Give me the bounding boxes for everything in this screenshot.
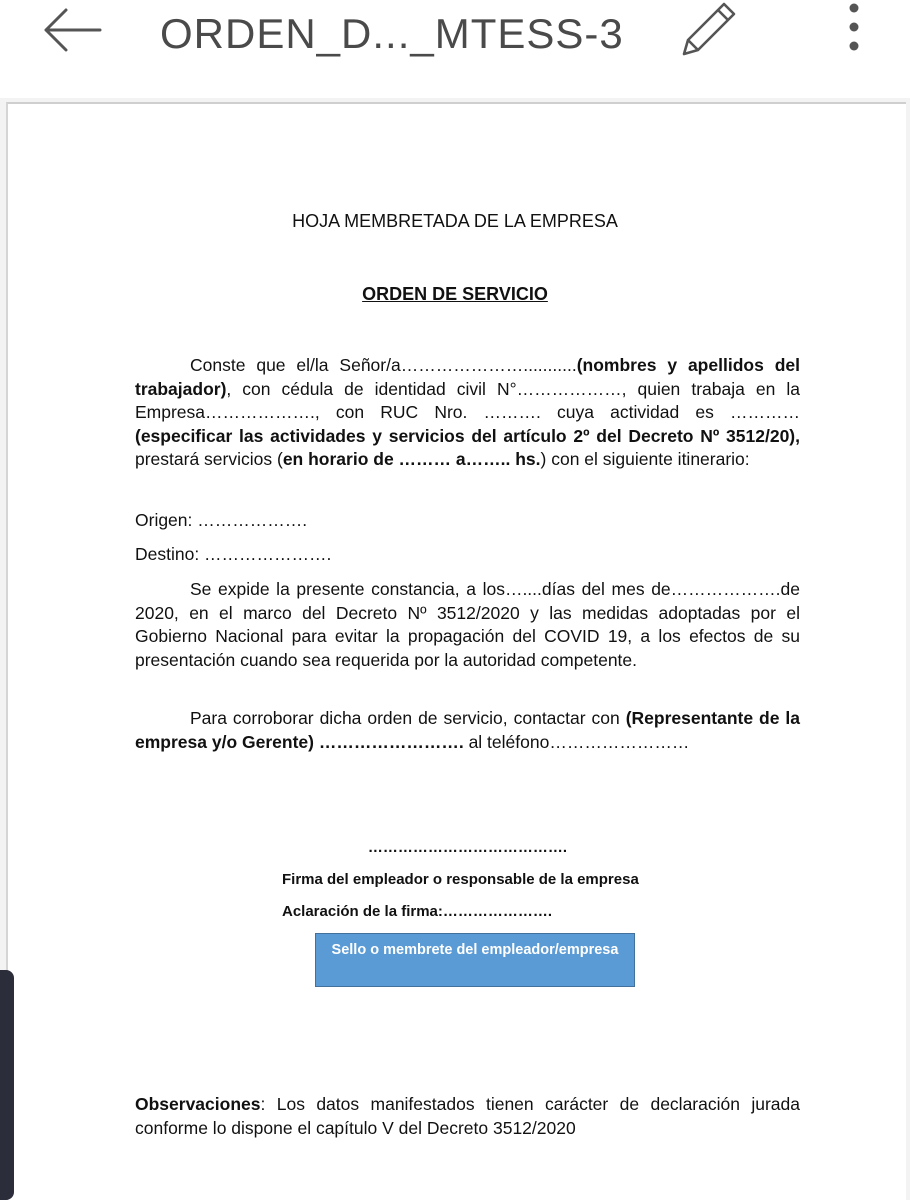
- origin-field: Origen: ……………….: [135, 510, 308, 530]
- signature-label: Firma del empleador o responsable de la empresa: [282, 871, 639, 888]
- app-bar: [0, 0, 910, 100]
- more-vertical-icon: [838, 0, 870, 56]
- letterhead-text: HOJA MEMBRETADA DE LA EMPRESA: [292, 211, 618, 231]
- paragraph-constancia: Se expide la presente constancia, a los…....días del mes de……………….de 2020, en el marco del Decreto Nº 3512/2020 y las medidas adoptadas por el Gobierno Nacional para evitar la propagación del COVID 19, a los efectos de su presentación cuando sea requerida por la autoridad competente.: [135, 579, 800, 670]
- paragraph-contact: Para corroborar dicha orden de servicio, contactar con (Representante de la empresa y/o Gerente) ……………………. al teléfono……………………: [135, 708, 800, 752]
- paragraph-worker-info: Conste que el/la Señor/a…………………...........(nombres y apellidos del trabajador), con cédula de identidad civil N°………………, quien trabaja en la Empresa………………., con RUC Nro. ………. cuya actividad es …………(especificar las actividades y servicios del artículo 2º del Decreto Nº 3512/20), prestará servicios (en horario de ……… a…….. hs.) con el siguiente itinerario:: [135, 355, 800, 469]
- back-button[interactable]: [40, 6, 104, 54]
- scroll-handle[interactable]: [0, 970, 14, 1200]
- seal-box: Sello o membrete del empleador/empresa: [315, 933, 635, 987]
- arrow-left-icon: [40, 6, 104, 54]
- destination-field: Destino: ………………….: [135, 544, 332, 564]
- pencil-icon: [676, 0, 740, 60]
- edit-button[interactable]: [676, 0, 740, 60]
- document-heading: ORDEN DE SERVICIO: [362, 284, 548, 304]
- signature-clarification: Aclaración de la firma:………………….: [282, 903, 553, 920]
- document-title: ORDEN_D..._MTESS-3: [160, 10, 624, 57]
- observations-note: Observaciones: Los datos manifestados tienen carácter de declaración jurada conforme lo dispone el capítulo V del Decreto 3512/2020: [135, 1094, 800, 1138]
- signature-line: ………………………………….: [367, 839, 568, 856]
- more-options-button[interactable]: [838, 0, 870, 56]
